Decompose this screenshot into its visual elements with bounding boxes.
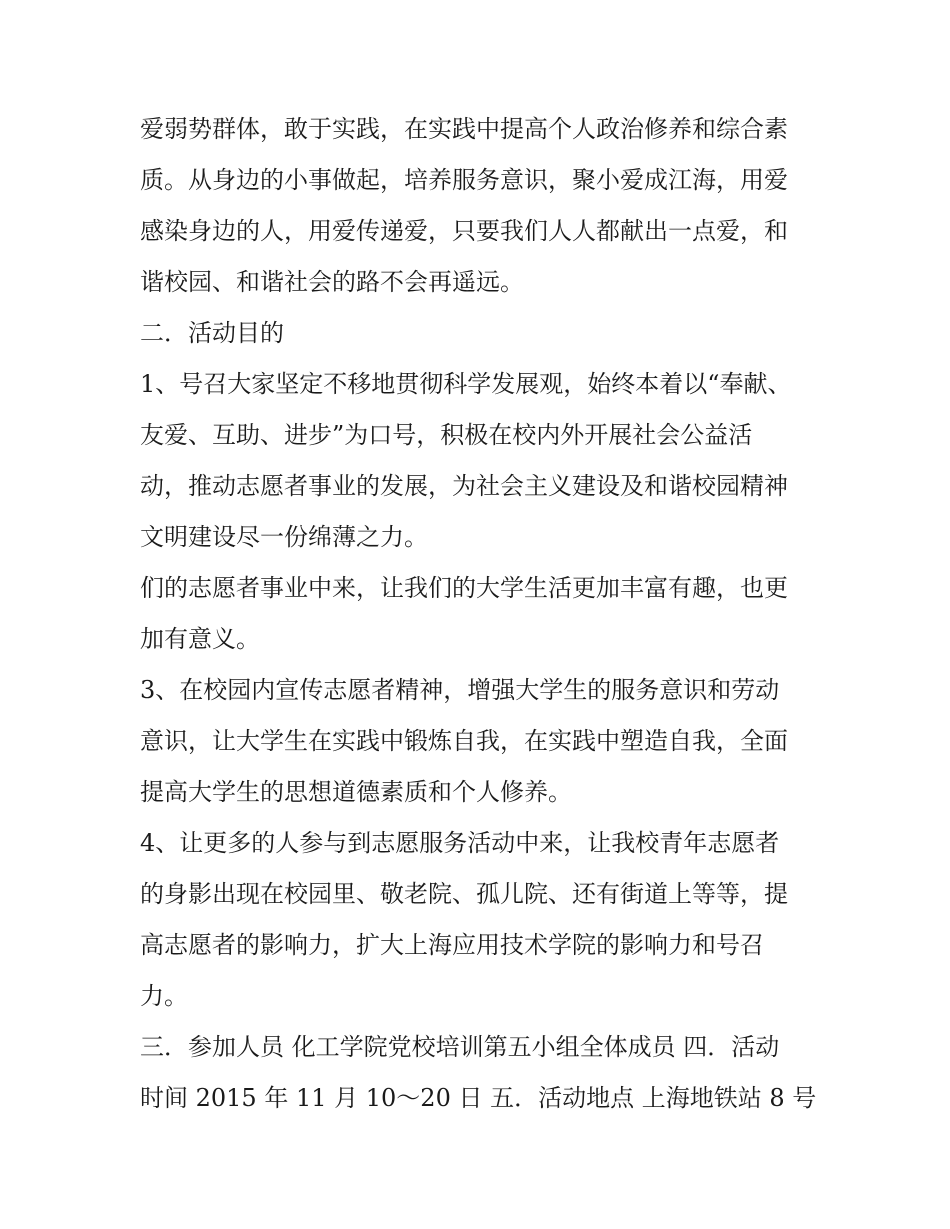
body-line: 力。 xyxy=(140,982,188,1010)
body-line: 时间 2015 年 11 月 10～20 日 五．活动地点 上海地铁站 8 号 xyxy=(140,1084,817,1112)
body-line: 谐校园、和谐社会的路不会再遥远。 xyxy=(140,268,524,296)
section-heading-objectives: 二．活动目的 xyxy=(140,319,284,347)
body-line: 1、号召大家坚定不移地贯彻科学发展观，始终本着以“奉献、 xyxy=(140,370,792,398)
body-line: 质。从身边的小事做起，培养服务意识，聚小爱成江海，用爱 xyxy=(140,166,788,194)
body-line: 三．参加人员 化工学院党校培训第五小组全体成员 四．活动 xyxy=(140,1033,780,1061)
body-line: 加有意义。 xyxy=(140,625,260,653)
body-line: 文明建设尽一份绵薄之力。 xyxy=(140,523,428,551)
body-line: 提高大学生的思想道德素质和个人修养。 xyxy=(140,778,572,806)
body-line: 感染身边的人，用爱传递爱，只要我们人人都献出一点爱，和 xyxy=(140,217,788,245)
body-line: 的身影出现在校园里、敬老院、孤儿院、还有街道上等等，提 xyxy=(140,880,788,908)
body-line: 动，推动志愿者事业的发展，为社会主义建设及和谐校园精神 xyxy=(140,472,788,500)
body-line: 3、在校园内宣传志愿者精神，增强大学生的服务意识和劳动 xyxy=(140,676,780,704)
body-line: 高志愿者的影响力，扩大上海应用技术学院的影响力和号召 xyxy=(140,931,764,959)
body-line: 友爱、互助、进步”为口号，积极在校内外开展社会公益活 xyxy=(140,421,753,449)
body-line: 爱弱势群体，敢于实践，在实践中提高个人政治修养和综合素 xyxy=(140,115,788,143)
body-line: 们的志愿者事业中来，让我们的大学生活更加丰富有趣，也更 xyxy=(140,574,788,602)
body-line: 4、让更多的人参与到志愿服务活动中来，让我校青年志愿者 xyxy=(140,829,780,857)
document-body xyxy=(140,104,820,1124)
body-line: 意识，让大学生在实践中锻炼自我，在实践中塑造自我，全面 xyxy=(140,727,788,755)
